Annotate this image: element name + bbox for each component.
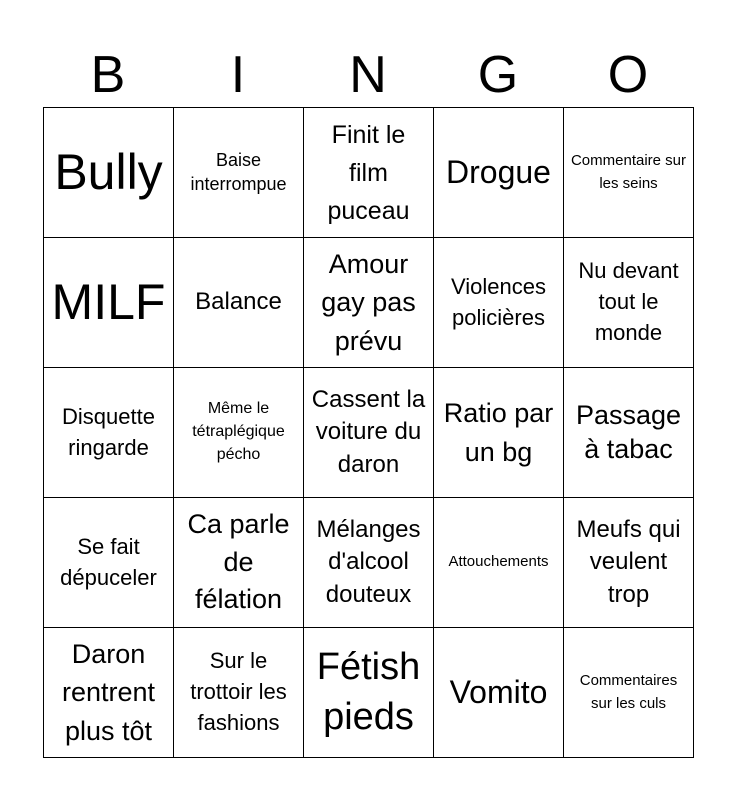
cell-text: Violences policières xyxy=(451,273,546,330)
cell-text: Bully xyxy=(54,144,163,200)
bingo-cell[interactable] xyxy=(564,498,694,628)
cell-text: Balance xyxy=(195,288,282,316)
bingo-header xyxy=(43,44,693,106)
cell-text: Cassent la voiture du daron xyxy=(311,385,426,478)
bingo-cell[interactable] xyxy=(174,238,304,368)
header-letter-b: B xyxy=(90,46,126,104)
header-letter-i: I xyxy=(230,46,246,104)
cell-text: Mélanges d'alcool douteux xyxy=(316,515,421,608)
cell-text: Vomito xyxy=(449,673,548,710)
cell-text: Ca parle de félation xyxy=(187,508,290,615)
bingo-cell[interactable] xyxy=(434,238,564,368)
cell-text: Même le tétraplégique pécho xyxy=(192,400,285,463)
bingo-cell[interactable] xyxy=(174,628,304,758)
bingo-cell[interactable] xyxy=(304,368,434,498)
bingo-cell[interactable] xyxy=(44,238,174,368)
bingo-cell[interactable] xyxy=(434,498,564,628)
bingo-cell[interactable] xyxy=(564,628,694,758)
bingo-cell[interactable] xyxy=(304,108,434,238)
cell-text: Disquette ringarde xyxy=(62,403,155,460)
cell-text: Ratio par un bg xyxy=(443,398,554,467)
cell-text: Fétish pieds xyxy=(316,646,421,738)
bingo-cell[interactable] xyxy=(304,238,434,368)
cell-text: Drogue xyxy=(446,153,551,190)
bingo-cell[interactable] xyxy=(434,368,564,498)
bingo-cell[interactable] xyxy=(434,108,564,238)
cell-text: Amour gay pas prévu xyxy=(321,249,416,356)
bingo-cell[interactable] xyxy=(564,368,694,498)
bingo-cell[interactable] xyxy=(44,368,174,498)
bingo-board xyxy=(43,107,694,758)
cell-text: Commentaire sur les seins xyxy=(570,152,687,192)
bingo-cell[interactable] xyxy=(564,238,694,368)
bingo-cell[interactable] xyxy=(304,628,434,758)
bingo-cell[interactable] xyxy=(44,108,174,238)
cell-text: MILF xyxy=(51,274,166,330)
cell-text: Sur le trottoir les fashions xyxy=(190,648,287,735)
bingo-cell[interactable] xyxy=(174,108,304,238)
bingo-cell[interactable] xyxy=(174,368,304,498)
cell-text: Se fait dépuceler xyxy=(60,533,157,590)
cell-text: Nu devant tout le monde xyxy=(578,258,679,345)
header-letter-g: G xyxy=(477,46,519,104)
cell-text: Finit le film puceau xyxy=(327,120,410,225)
bingo-cell[interactable] xyxy=(304,498,434,628)
cell-text: Meufs qui veulent trop xyxy=(576,515,681,608)
bingo-cell[interactable] xyxy=(564,108,694,238)
cell-text: Baise interrompue xyxy=(190,150,287,194)
bingo-cell[interactable] xyxy=(44,498,174,628)
cell-text: Daron rentrent plus tôt xyxy=(61,639,156,746)
bingo-cell[interactable] xyxy=(174,498,304,628)
bingo-cell[interactable] xyxy=(434,628,564,758)
cell-text: Commentaires sur les culs xyxy=(579,672,678,712)
header-letter-n: N xyxy=(349,46,387,104)
cell-text: Attouchements xyxy=(448,553,549,571)
header-letter-o: O xyxy=(607,46,649,104)
bingo-cell[interactable] xyxy=(44,628,174,758)
cell-text: Passage à tabac xyxy=(575,399,682,464)
